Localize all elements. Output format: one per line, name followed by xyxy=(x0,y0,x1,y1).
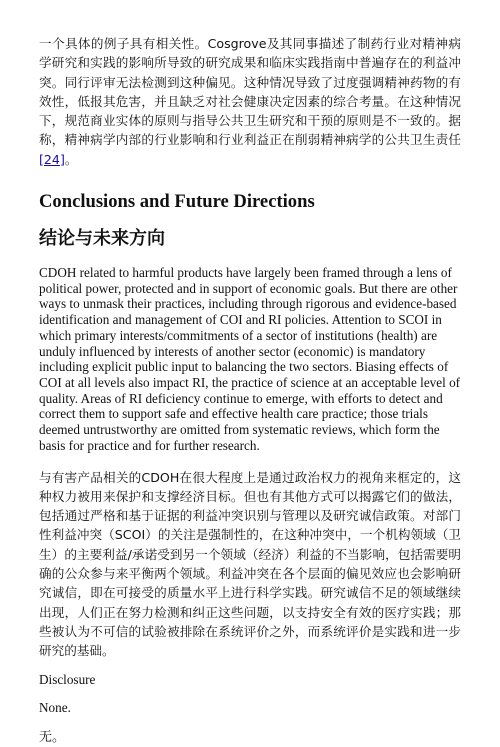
disclosure-label-en: Disclosure xyxy=(39,672,96,688)
paragraph-zh-example xyxy=(39,34,461,169)
disclosure-value-en: None. xyxy=(39,700,71,716)
paragraph-zh-example-end: 。 xyxy=(64,151,78,167)
paragraph-zh-example-text: 一个具体的例子具有相关性。Cosgrove及其同事描述了制药行业对精神病学研究和实践的影响所导致的研究成果和临床实践指南中普遍存在的利益冲突。同行评审无法检测到这种偏见。这种情况导致了过度强调精神药物的有效性，低报其危害，并且缺乏对社会健康决定因素的综合考量。在这种情况下，规范商业实体的原则与指导公共卫生研究和干预的原则是不一致的。据称，精神病学内部的行业影响和行业利益正在削弱精神病学的公共卫生责任 xyxy=(39,36,461,148)
disclosure-value-zh: 无。 xyxy=(39,729,66,745)
paragraph-en-conclusions: CDOH related to harmful products have largely been framed through a lens of political power, protected and in support of economic goals. But there are other ways to unmask their practices, including through rigorous and evidence-based identification and management of COI and RI policies. Attention to SCOI in which primary interests/commitments of a sector of institutions (health) are unduly influenced by interests of another sector (economic) is mandatory including explicit public input to balancing the two sectors. Biasing effects of COI at all levels also impact RI, the practice of science at an acceptable level of quality. Areas of RI deficiency continue to emerge, with efforts to detect and correct them to support safe and effective health care practice; those trials deemed untrustworthy are omitted from systematic reviews, which form the basis for practice and for further research. xyxy=(39,265,461,453)
section-heading-zh: 结论与未来方向 xyxy=(39,228,165,250)
article-body xyxy=(39,34,461,747)
paragraph-zh-conclusions: 与有害产品相关的CDOH在很大程度上是通过政治权力的视角来框定的，这种权力被用来保护和支撑经济目标。但也有其他方式可以揭露它们的做法，包括通过严格和基于证据的利益冲突识别与管理以及研究诚信政策。对部门性利益冲突（SCOI）的关注是强制性的，在这种冲突中，一个机构领域（卫生）的主要利益/承诺受到另一个领域（经济）利益的不当影响，包括需要明确的公众参与来平衡两个领域。利益冲突在各个层面的偏见效应也会影响研究诚信，即在可接受的质量水平上进行科学实践。研究诚信不足的领域继续出现，人们正在努力检测和纠正这些问题，以支持安全有效的医疗实践；那些被认为不可信的试验被排除在系统评价之外，而系统评价是实践和进一步研究的基础。 xyxy=(39,469,461,659)
section-heading-en: Conclusions and Future Directions xyxy=(39,191,315,213)
citation-link[interactable]: [24] xyxy=(39,151,65,167)
